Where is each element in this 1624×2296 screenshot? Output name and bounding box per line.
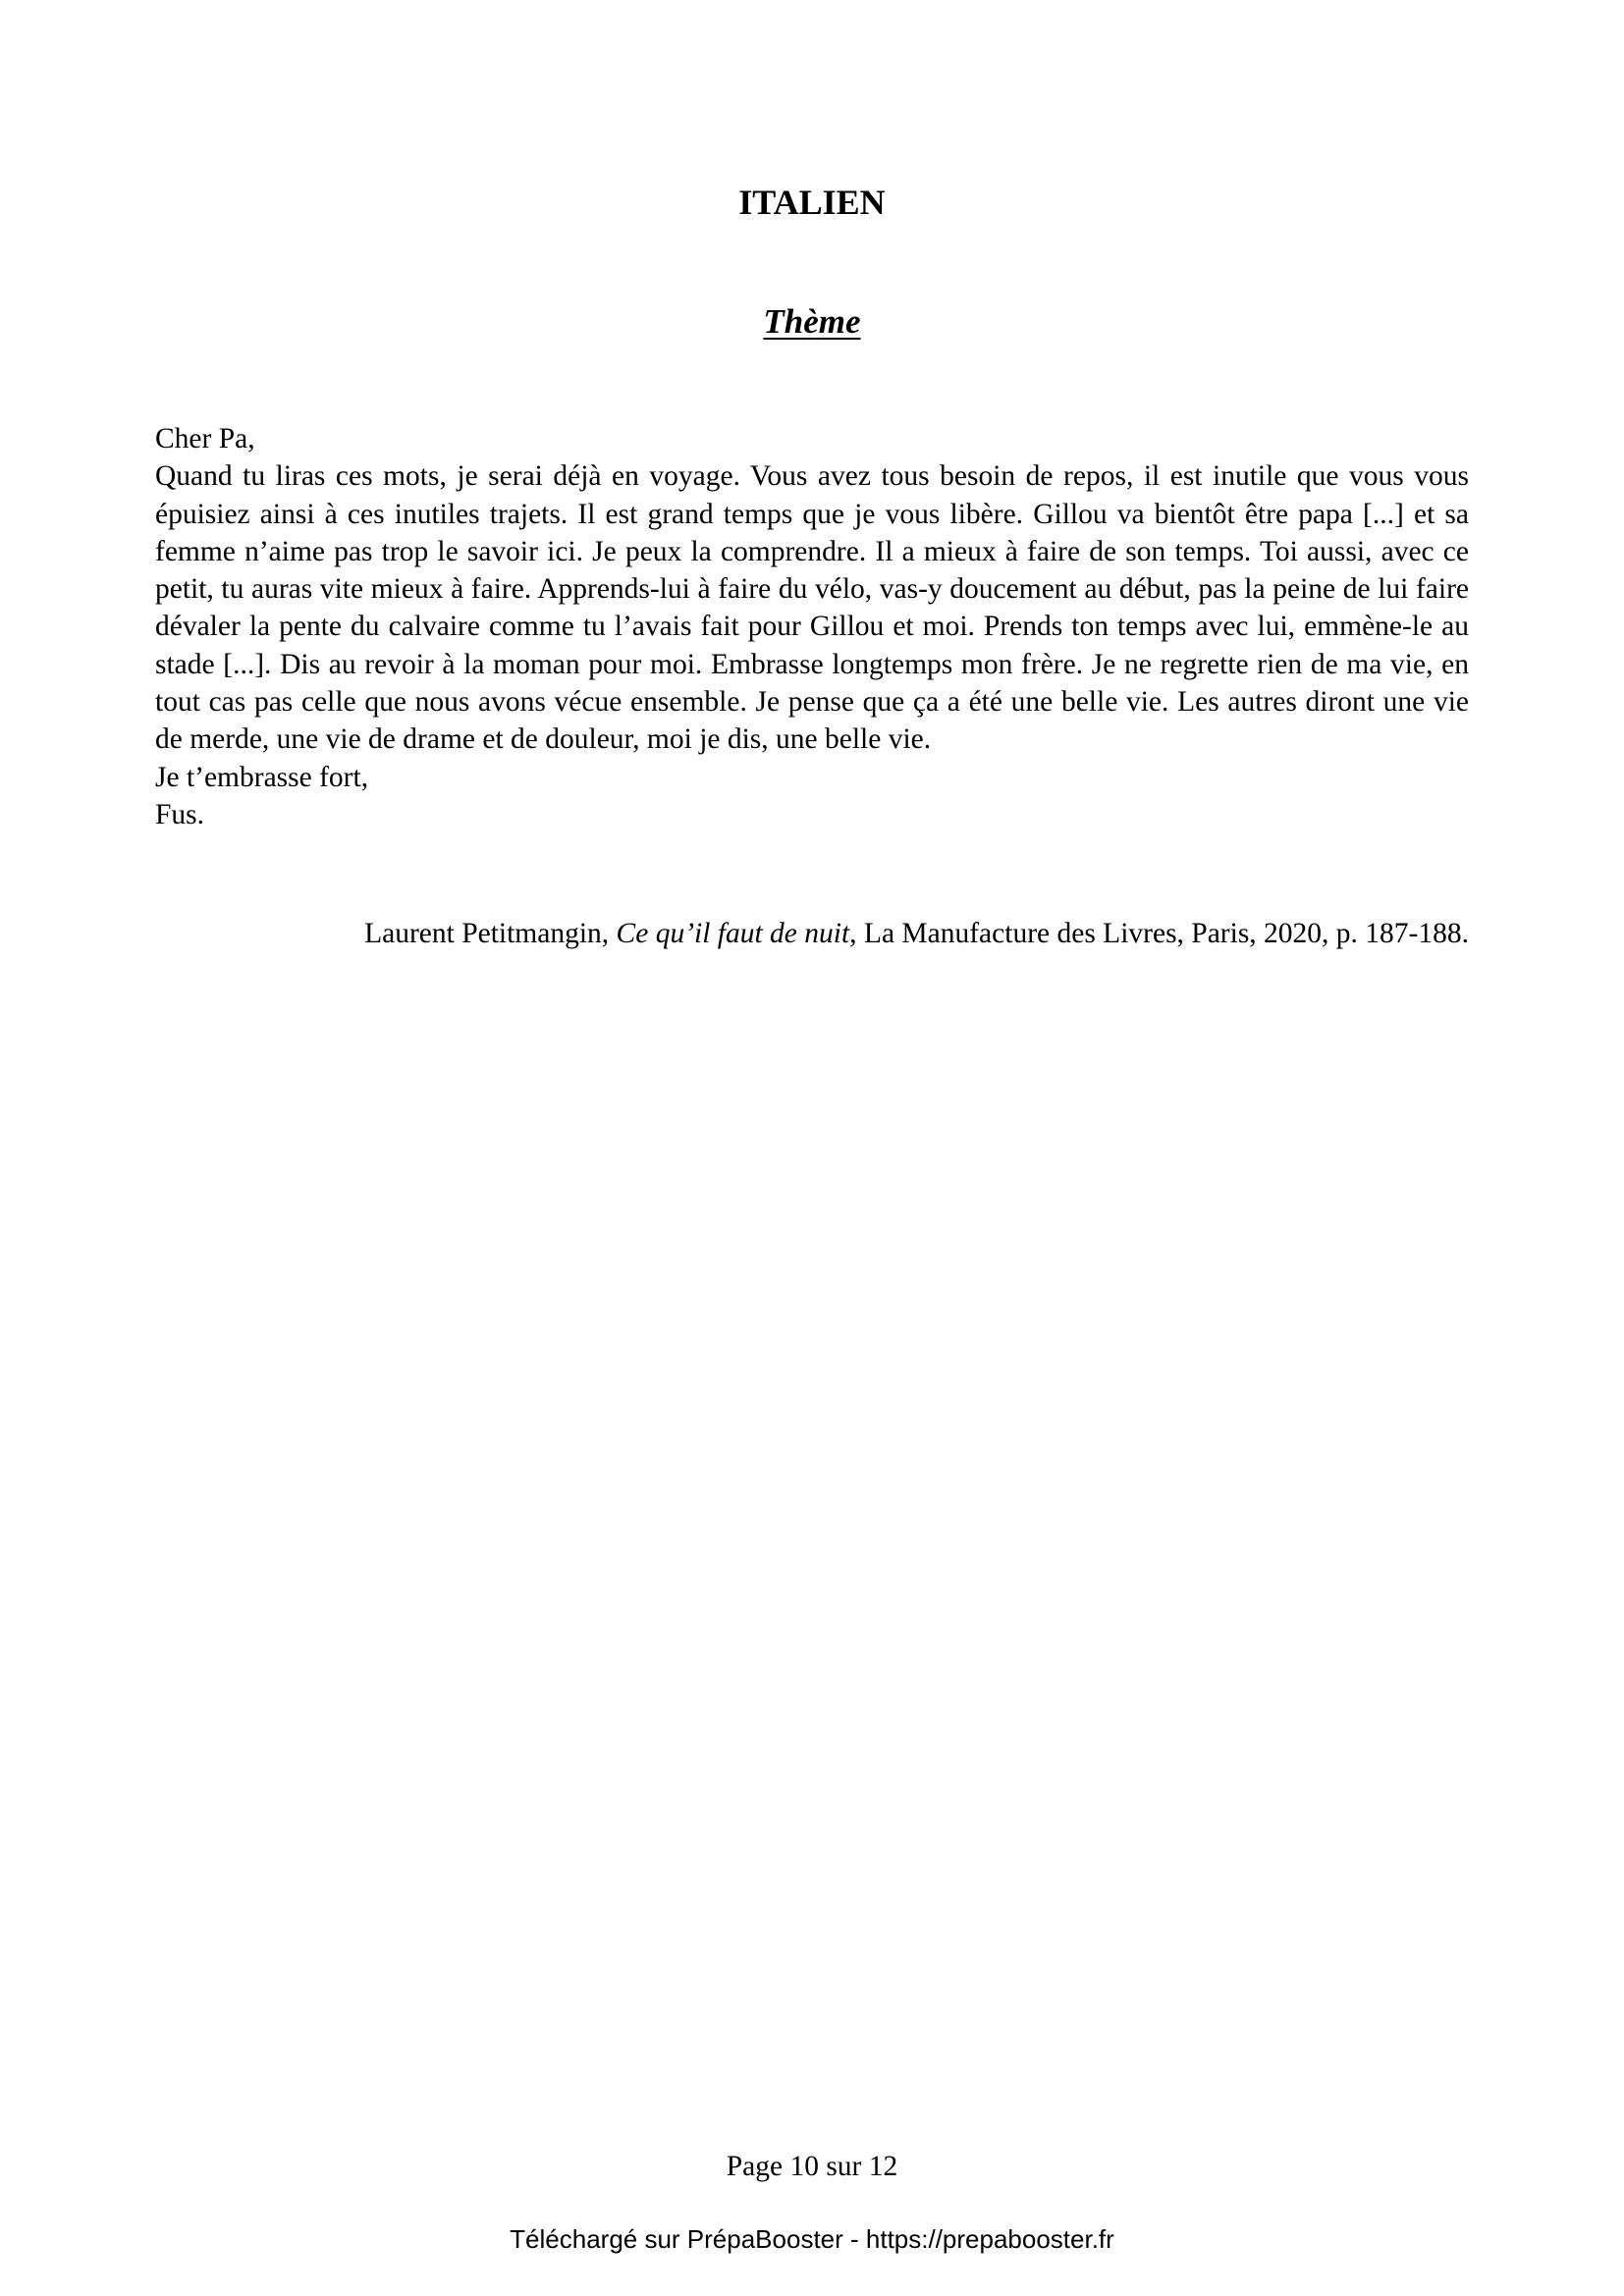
- citation-publication: , La Manufacture des Livres, Paris, 2020, p. 187-188.: [849, 918, 1469, 949]
- letter-closing: Je t’embrasse fort,: [155, 761, 369, 793]
- page-title: ITALIEN: [738, 183, 886, 222]
- citation-author: Laurent Petitmangin,: [364, 918, 617, 949]
- page-number: Page 10 sur 12: [726, 2151, 898, 2182]
- letter-signature: Fus.: [155, 798, 205, 830]
- letter-body: Quand tu liras ces mots, je serai déjà en voyage. Vous avez tous besoin de repos, il est inutile que vous vous épuisiez ainsi à ces inutiles trajets. Il est grand temps que je vous libère. Gillou va bientôt être papa [...] et sa femme n’aime pas trop le savoir ici. Je peux la comprendre. Il a mieux à faire de son temps. Toi aussi, avec ce petit, tu auras vite mieux à faire. Apprends-lui à faire du vélo, vas-y doucement au début, pas la peine de lui faire dévaler la pente du calvaire comme tu l’avais fait pour Gillou et moi. Prends ton temps avec lui, emmène-le au stade [...]. Dis au revoir à la moman pour moi. Embrasse longtemps mon frère. Je ne regrette rien de ma vie, en tout cas pas celle que nous avons vécue ensemble. Je pense que ça a été une belle vie. Les autres diront une vie de merde, une vie de drame et de douleur, moi je dis, une belle vie.: [155, 460, 1469, 756]
- download-note: Téléchargé sur PrépaBooster - https://prepabooster.fr: [510, 2224, 1114, 2254]
- letter-salutation: Cher Pa,: [155, 423, 255, 454]
- citation-book-title: Ce qu’il faut de nuit: [616, 918, 850, 949]
- section-subtitle: Thème: [763, 302, 861, 341]
- source-citation: [155, 915, 1469, 952]
- letter-text: [155, 420, 1469, 833]
